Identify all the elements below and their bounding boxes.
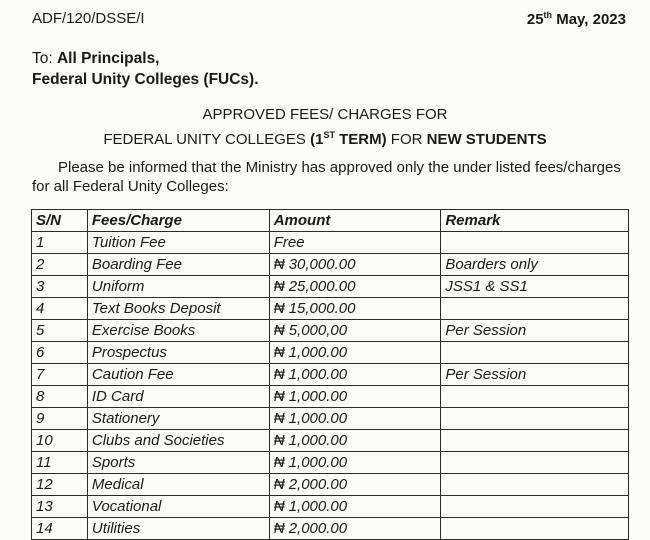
title-part-d: FOR <box>386 131 427 148</box>
reference-number: ADF/120/DSSE/I <box>32 10 145 27</box>
table-row <box>32 430 629 452</box>
cell-fee: Stationery <box>87 408 269 430</box>
recipient-line-2 <box>32 69 259 90</box>
table-row <box>32 518 629 540</box>
cell-remark <box>441 232 629 254</box>
header-amount: Amount <box>269 210 441 232</box>
cell-fee: Vocational <box>87 496 269 518</box>
cell-amount: Free <box>269 232 441 254</box>
title-part-b: (1 <box>310 131 324 148</box>
cell-sn: 11 <box>32 452 88 474</box>
cell-remark <box>441 408 629 430</box>
table-row <box>32 386 629 408</box>
table-row <box>32 452 629 474</box>
cell-remark <box>441 430 629 452</box>
cell-fee: Boarding Fee <box>87 254 269 276</box>
cell-sn: 9 <box>32 408 88 430</box>
cell-sn: 1 <box>32 232 88 254</box>
cell-remark <box>441 298 629 320</box>
cell-amount: ₦ 30,000.00 <box>269 254 441 276</box>
to-label: To: <box>32 50 57 67</box>
cell-fee: Tuition Fee <box>87 232 269 254</box>
cell-sn: 2 <box>32 254 88 276</box>
intro-line-1: Please be informed that the Ministry has approved only the under listed fees/charges <box>58 159 621 176</box>
cell-sn: 13 <box>32 496 88 518</box>
table-row <box>32 298 629 320</box>
cell-remark: JSS1 & SS1 <box>441 276 629 298</box>
title-part-e: NEW STUDENTS <box>426 131 547 148</box>
cell-sn: 12 <box>32 474 88 496</box>
cell-amount: ₦ 25,000.00 <box>269 276 441 298</box>
cell-amount: ₦ 1,000.00 <box>269 408 441 430</box>
cell-fee: Medical <box>87 474 269 496</box>
cell-amount: ₦ 2,000.00 <box>269 474 441 496</box>
table-row <box>32 364 629 386</box>
cell-amount: ₦ 2,000.00 <box>269 518 441 540</box>
cell-remark <box>441 518 629 540</box>
letter-date <box>527 10 626 28</box>
title-line-2 <box>0 125 650 150</box>
cell-amount: ₦ 1,000.00 <box>269 430 441 452</box>
recipient-name: All Principals, <box>56 50 160 67</box>
title-sup: ST <box>323 130 335 140</box>
date-day: 25 <box>526 11 544 28</box>
table-row <box>32 342 629 364</box>
recipient-org: Federal Unity Colleges (FUCs). <box>32 71 259 88</box>
cell-amount: ₦ 1,000.00 <box>269 364 441 386</box>
cell-remark: Boarders only <box>441 254 629 276</box>
cell-sn: 7 <box>32 364 88 386</box>
cell-fee: Clubs and Societies <box>87 430 269 452</box>
recipient-line-1 <box>32 48 259 69</box>
recipient-block <box>32 48 259 90</box>
cell-amount: ₦ 5,000,00 <box>269 320 441 342</box>
cell-remark <box>441 474 629 496</box>
cell-sn: 10 <box>32 430 88 452</box>
table-row <box>32 496 629 518</box>
table-row <box>32 408 629 430</box>
table-row <box>32 474 629 496</box>
date-rest: May, 2023 <box>552 11 626 28</box>
cell-remark <box>441 452 629 474</box>
cell-amount: ₦ 1,000.00 <box>269 452 441 474</box>
cell-amount: ₦ 1,000.00 <box>269 386 441 408</box>
cell-sn: 4 <box>32 298 88 320</box>
cell-remark: Per Session <box>441 320 629 342</box>
cell-fee: Exercise Books <box>87 320 269 342</box>
table-row <box>32 254 629 276</box>
title-part-a: FEDERAL UNITY COLLEGES <box>103 131 311 148</box>
cell-fee: ID Card <box>87 386 269 408</box>
intro-line-2: for all Federal Unity Colleges: <box>32 178 229 195</box>
cell-sn: 14 <box>32 518 88 540</box>
cell-remark: Per Session <box>441 364 629 386</box>
cell-fee: Utilities <box>87 518 269 540</box>
cell-remark <box>441 496 629 518</box>
cell-fee: Caution Fee <box>87 364 269 386</box>
header-sn: S/N <box>32 210 88 232</box>
title-line-1: APPROVED FEES/ CHARGES FOR <box>202 106 448 123</box>
cell-sn: 5 <box>32 320 88 342</box>
header-remark: Remark <box>441 210 629 232</box>
date-suffix: th <box>543 10 553 20</box>
document-title <box>0 104 650 150</box>
table-row <box>32 320 629 342</box>
table-row <box>32 232 629 254</box>
cell-remark <box>441 342 629 364</box>
cell-fee: Sports <box>87 452 269 474</box>
cell-amount: ₦ 1,000.00 <box>269 496 441 518</box>
cell-sn: 3 <box>32 276 88 298</box>
header-fee: Fees/Charge <box>87 210 269 232</box>
cell-sn: 8 <box>32 386 88 408</box>
cell-fee: Uniform <box>87 276 269 298</box>
cell-sn: 6 <box>32 342 88 364</box>
fees-table <box>31 209 629 540</box>
cell-remark <box>441 386 629 408</box>
intro-paragraph <box>32 158 632 196</box>
cell-amount: ₦ 1,000.00 <box>269 342 441 364</box>
table-body <box>32 232 629 540</box>
title-part-c: TERM) <box>334 131 387 148</box>
table-row <box>32 276 629 298</box>
cell-fee: Text Books Deposit <box>87 298 269 320</box>
cell-amount: ₦ 15,000.00 <box>269 298 441 320</box>
cell-fee: Prospectus <box>87 342 269 364</box>
table-header-row <box>32 210 629 232</box>
